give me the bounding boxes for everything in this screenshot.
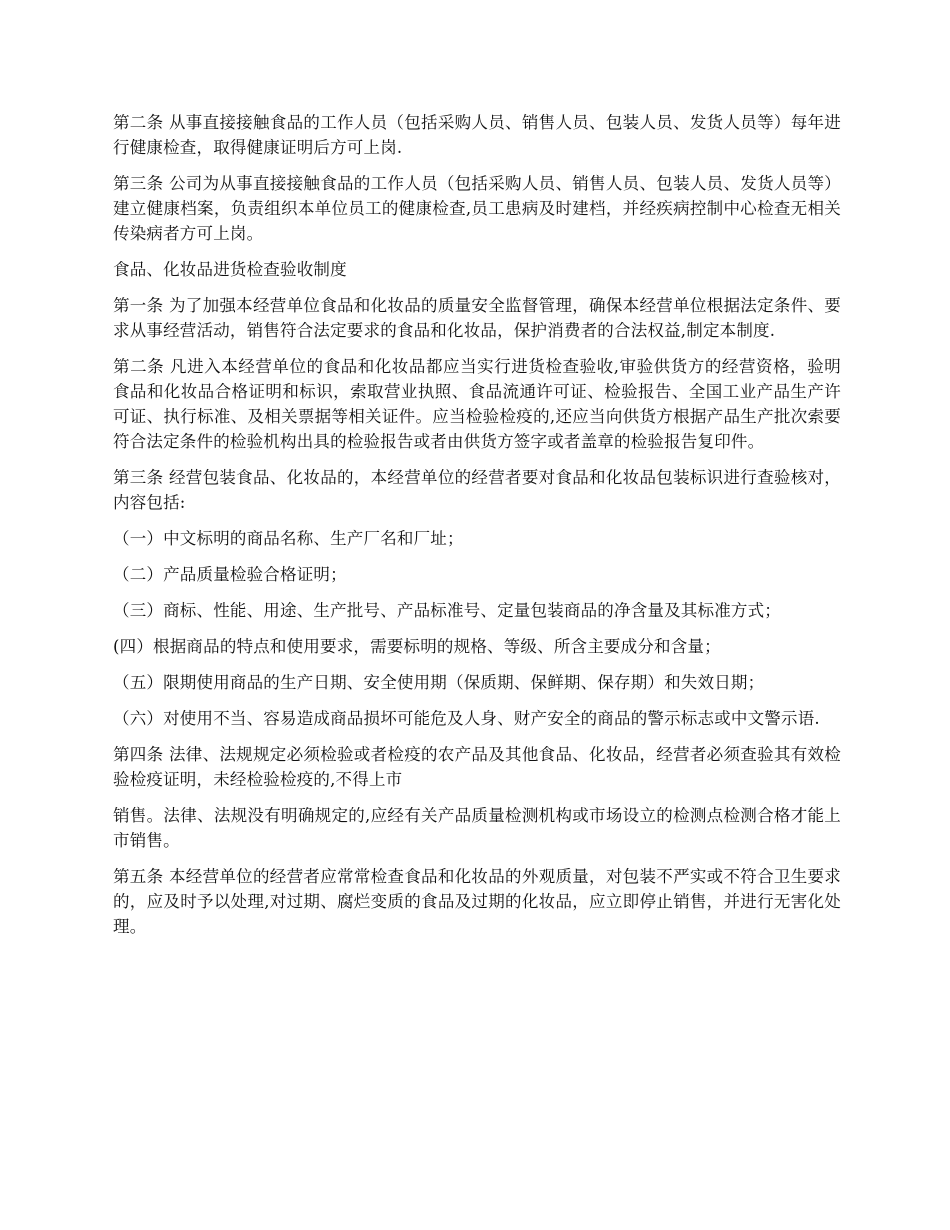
list-item-5: （五）限期使用商品的生产日期、安全使用期（保质期、保鲜期、保存期）和失效日期； xyxy=(113,673,765,692)
document-body xyxy=(113,110,841,950)
section-heading: 食品、化妆品进货检查验收制度 xyxy=(113,260,347,279)
list-item-6: （六）对使用不当、容易造成商品损坏可能危及人身、财产安全的商品的警示标志或中文警示语. xyxy=(113,709,820,728)
list-item-3: （三）商标、性能、用途、生产批号、产品标准号、定量包装商品的净含量及其标准方式； xyxy=(113,601,781,620)
paragraph-article-1-purpose: 第一条 为了加强本经营单位食品和化妆品的质量安全监督管理，确保本经营单位根据法定条件、要求从事经营活动，销售符合法定要求的食品和化妆品，保护消费者的合法权益,制定本制度. xyxy=(113,296,841,340)
paragraph-article-4-quarantine: 第四条 法律、法规规定必须检验或者检疫的农产品及其他食品、化妆品，经营者必须查验其有效检验检疫证明，未经检验检疫的,不得上市 xyxy=(113,745,841,789)
paragraph-article-2-health-check: 第二条 从事直接接触食品的工作人员（包括采购人员、销售人员、包装人员、发货人员等）每年进行健康检查，取得健康证明后方可上岗. xyxy=(113,113,841,157)
paragraph-article-2-inspection: 第二条 凡进入本经营单位的食品和化妆品都应当实行进货检查验收,审验供货方的经营资格，验明食品和化妆品合格证明和标识，索取营业执照、食品流通许可证、检验报告、全国工业产品生产许可证、执行标准、及相关票据等相关证件。应当检验检疫的,还应当向供货方根据产品生产批次索要符合法定条件的检验机构出具的检验报告或者由供货方签字或者盖章的检验报告复印件。 xyxy=(113,357,841,451)
list-item-4: (四）根据商品的特点和使用要求，需要标明的规格、等级、所含主要成分和含量； xyxy=(113,637,721,656)
paragraph-article-3-health-records: 第三条 公司为从事直接接触食品的工作人员（包括采购人员、销售人员、包装人员、发货人员等）建立健康档案，负责组织本单位员工的健康检查,员工患病及时建档，并经疾病控制中心检查无相关传染病者方可上岗。 xyxy=(113,174,841,243)
list-item-1: （一）中文标明的商品名称、生产厂名和厂址； xyxy=(113,529,464,548)
paragraph-article-5-quality: 第五条 本经营单位的经营者应常常检查食品和化妆品的外观质量，对包装不严实或不符合卫生要求的，应及时予以处理,对过期、腐烂变质的食品及过期的化妆品，应立即停止销售，并进行无害化处理。 xyxy=(113,867,841,936)
list-item-2: （二）产品质量检验合格证明； xyxy=(113,565,347,584)
paragraph-article-4-continued: 销售。法律、法规没有明确规定的,应经有关产品质量检测机构或市场设立的检测点检测合格才能上市销售。 xyxy=(113,806,841,850)
paragraph-article-3-labeling: 第三条 经营包装食品、化妆品的，本经营单位的经营者要对食品和化妆品包装标识进行查验核对，内容包括: xyxy=(113,468,841,512)
